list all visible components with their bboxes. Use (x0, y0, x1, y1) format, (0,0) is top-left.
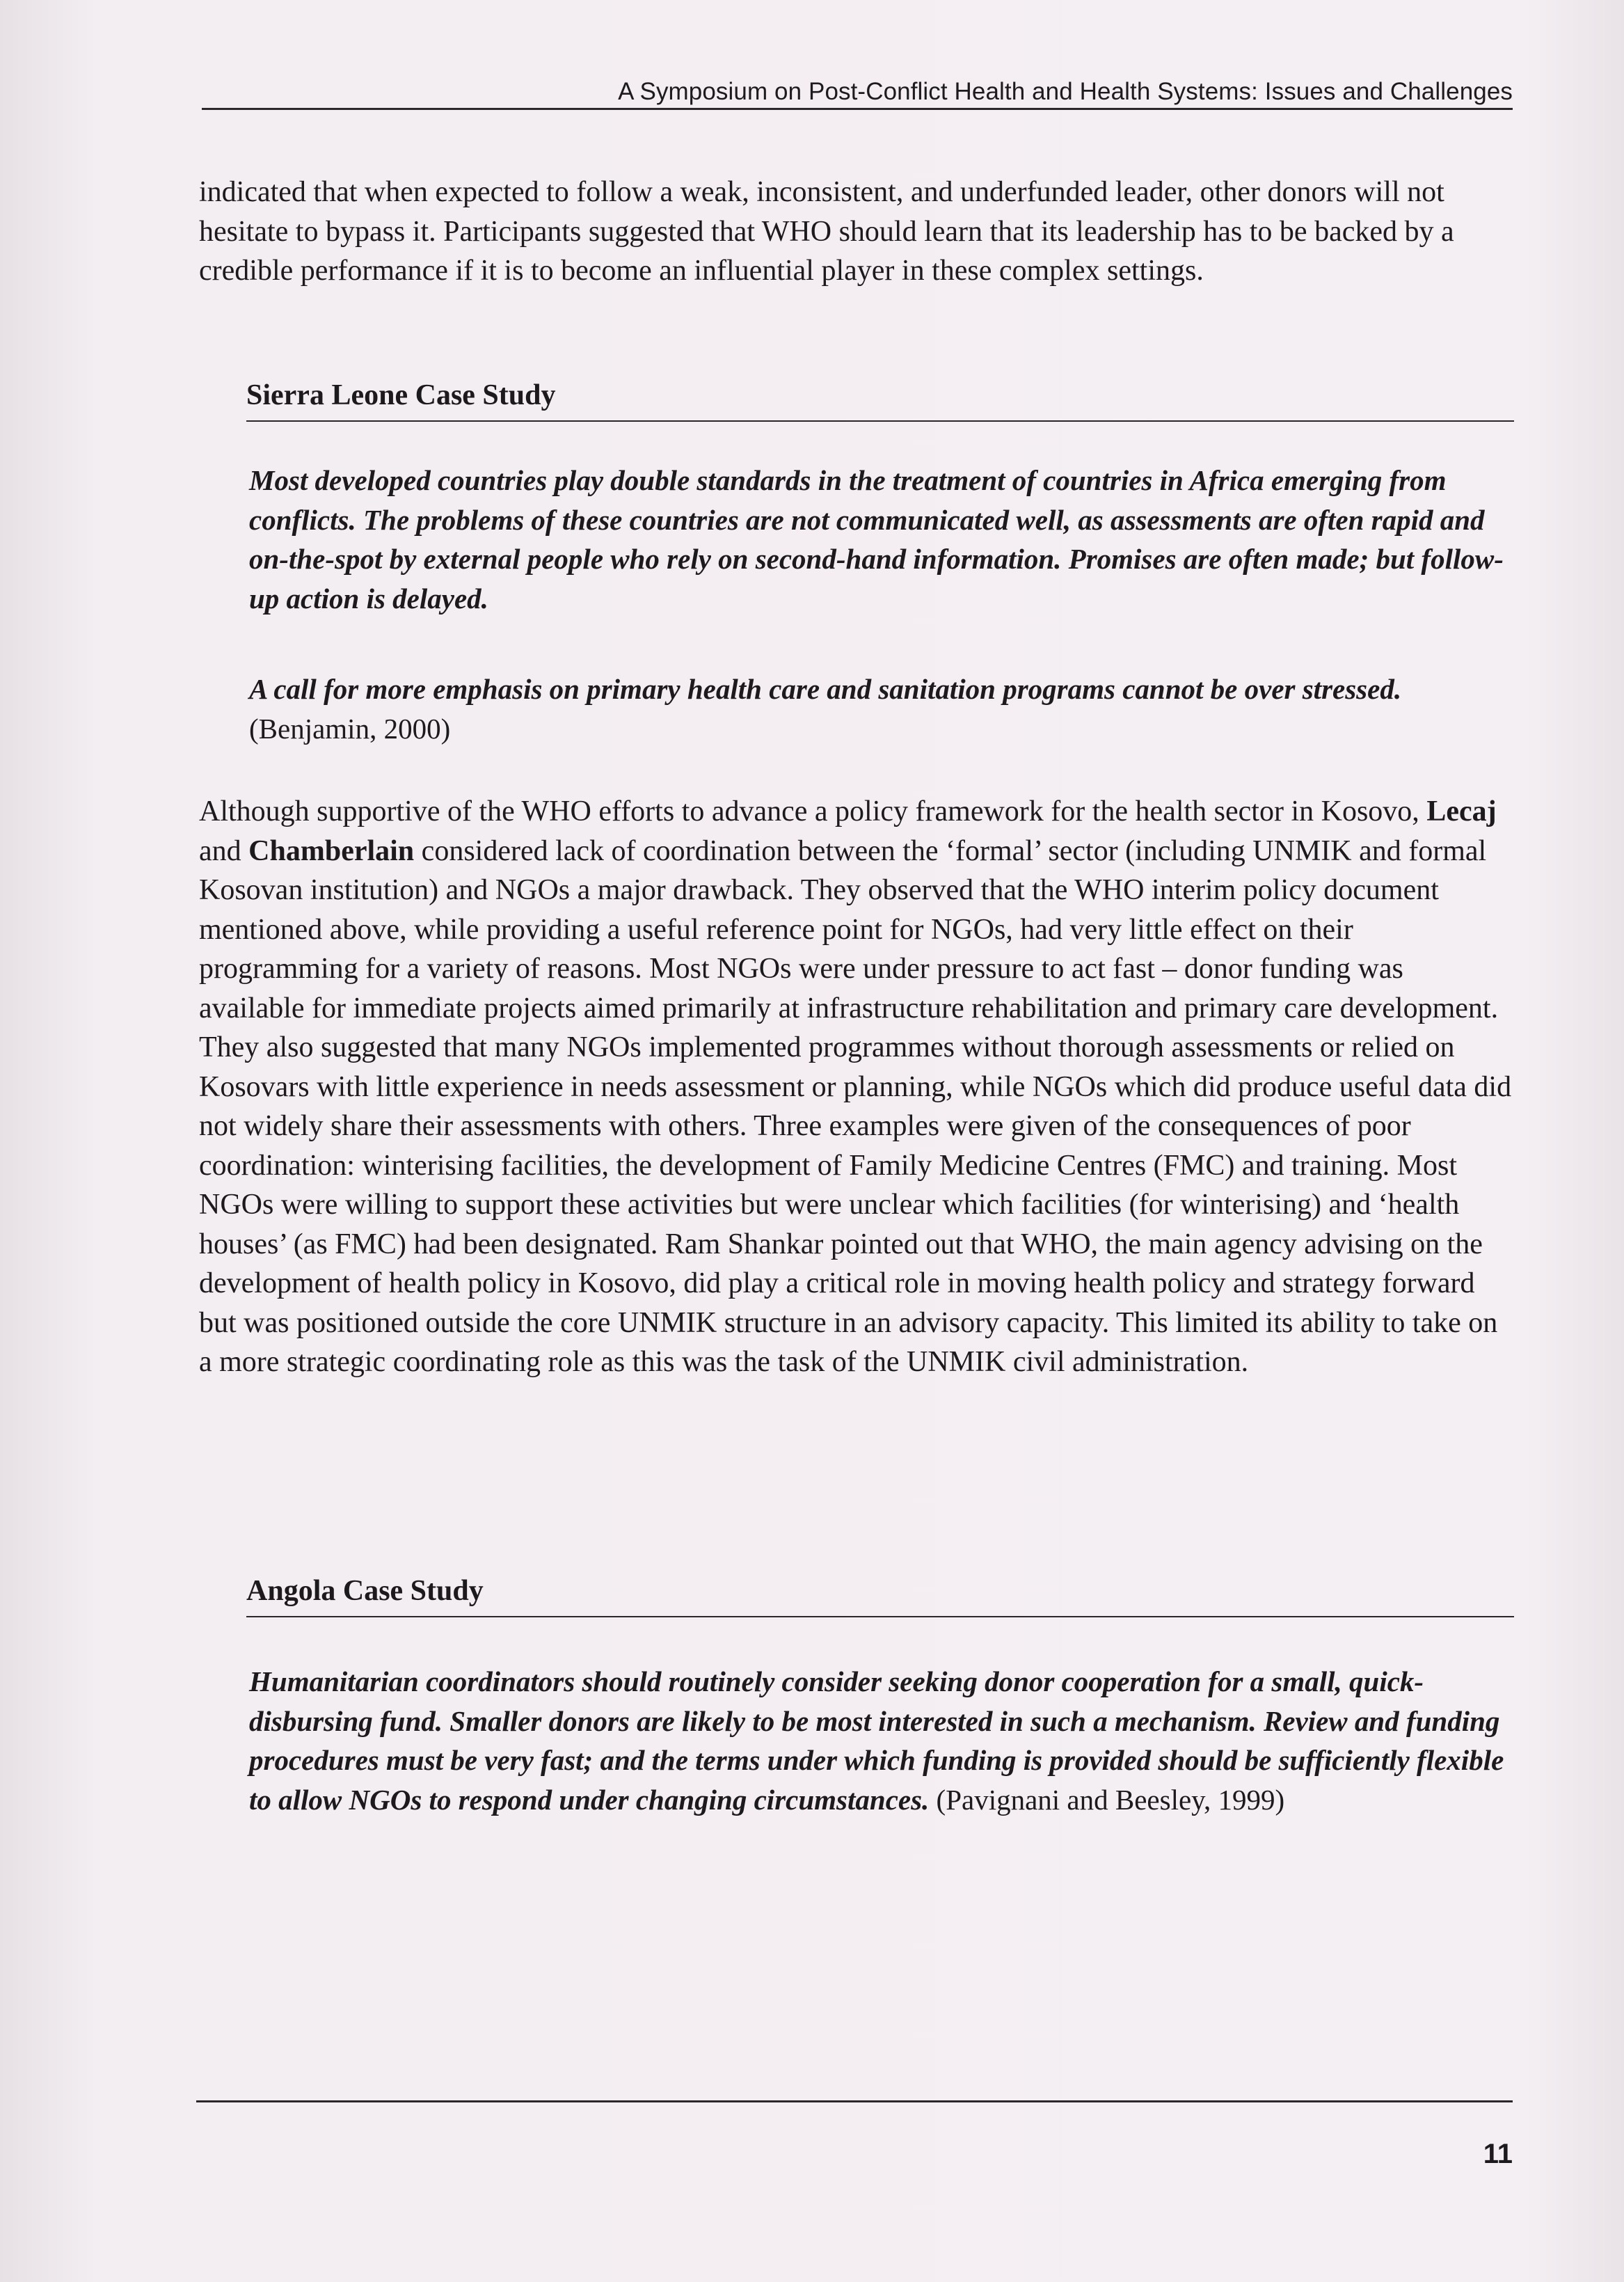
kosovo-name-chamberlain: Chamberlain (248, 834, 415, 867)
kosovo-paragraph-part-1: Although supportive of the WHO efforts to advance a policy framework for the health sector in Kosovo, (199, 795, 1427, 827)
sierra-leone-quote-2-citation: (Benjamin, 2000) (249, 712, 451, 745)
kosovo-paragraph (199, 792, 1514, 1382)
angola-quote (249, 1662, 1508, 1819)
sierra-leone-quote-1 (249, 461, 1508, 618)
sierra-leone-quote-1-text: Most developed countries play double standards in the treatment of countries in Africa emerging from conflicts. The problems of these countries are not communicated well, as assessments are often rapid and on-the-spot by external people who rely on second-hand information. Promises are often made; but follow-up action is delayed. (249, 464, 1504, 615)
page-number: 11 (1483, 2139, 1513, 2169)
angola-heading: Angola Case Study (246, 1575, 484, 1607)
sierra-leone-quote-2 (249, 669, 1508, 748)
angola-rule (246, 1616, 1514, 1617)
angola-quote-citation: (Pavignani and Beesley, 1999) (929, 1783, 1285, 1816)
footer-rule (196, 2100, 1513, 2102)
sierra-leone-heading: Sierra Leone Case Study (246, 379, 556, 411)
kosovo-paragraph-part-3: considered lack of coordination between the ‘formal’ sector (including UNMIK and formal Kosovan institution) and NGOs a major drawback. They observed that the WHO interim policy document mentioned above, while providing a useful reference point for NGOs, had very little effect on their programming for a variety of reasons. Most NGOs were under pressure to act fast – donor funding was available for immediate projects aimed primarily at infrastructure rehabilitation and primary care development. They also suggested that many NGOs implemented programmes without thorough assessments or relied on Kosovars with little experience in needs assessment or planning, while NGOs which did produce useful data did not widely share their assessments with others. Three examples were given of the consequences of poor coordination: winterising facilities, the development of Family Medicine Centres (FMC) and training. Most NGOs were willing to support these activities but were unclear which facilities (for winterising) and ‘health houses’ (as FMC) had been designated. Ram Shankar pointed out that WHO, the main agency advising on the development of health policy in Kosovo, did play a critical role in moving health policy and strategy forward but was positioned outside the core UNMIK structure in an advisory capacity. This limited its ability to take on a more strategic coordinating role as this was the task of the UNMIK civil administration. (199, 834, 1512, 1378)
intro-paragraph-text: indicated that when expected to follow a weak, inconsistent, and underfunded leader, other donors will not hesitate to bypass it. Participants suggested that WHO should learn that its leadership has to be backed by a credible performance if it is to become an influential player in these complex settings. (199, 176, 1454, 287)
sierra-leone-rule (246, 420, 1514, 422)
header-rule (202, 108, 1513, 110)
angola-quote-text: Humanitarian coordinators should routinely consider seeking donor cooperation for a small, quick-disbursing fund. Smaller donors are likely to be most interested in such a mechanism. Review and funding procedures must be very fast; and the terms under which funding is provided should be sufficiently flexible to allow NGOs to respond under changing circumstances. (249, 1665, 1504, 1816)
running-head: A Symposium on Post-Conflict Health and Health Systems: Issues and Challenges (618, 78, 1513, 105)
sierra-leone-quote-2-text: A call for more emphasis on primary health care and sanitation programs cannot be over stressed. (249, 673, 1402, 705)
intro-paragraph (199, 173, 1514, 291)
kosovo-paragraph-part-2: and (199, 834, 249, 867)
kosovo-name-lecaj: Lecaj (1426, 795, 1497, 827)
